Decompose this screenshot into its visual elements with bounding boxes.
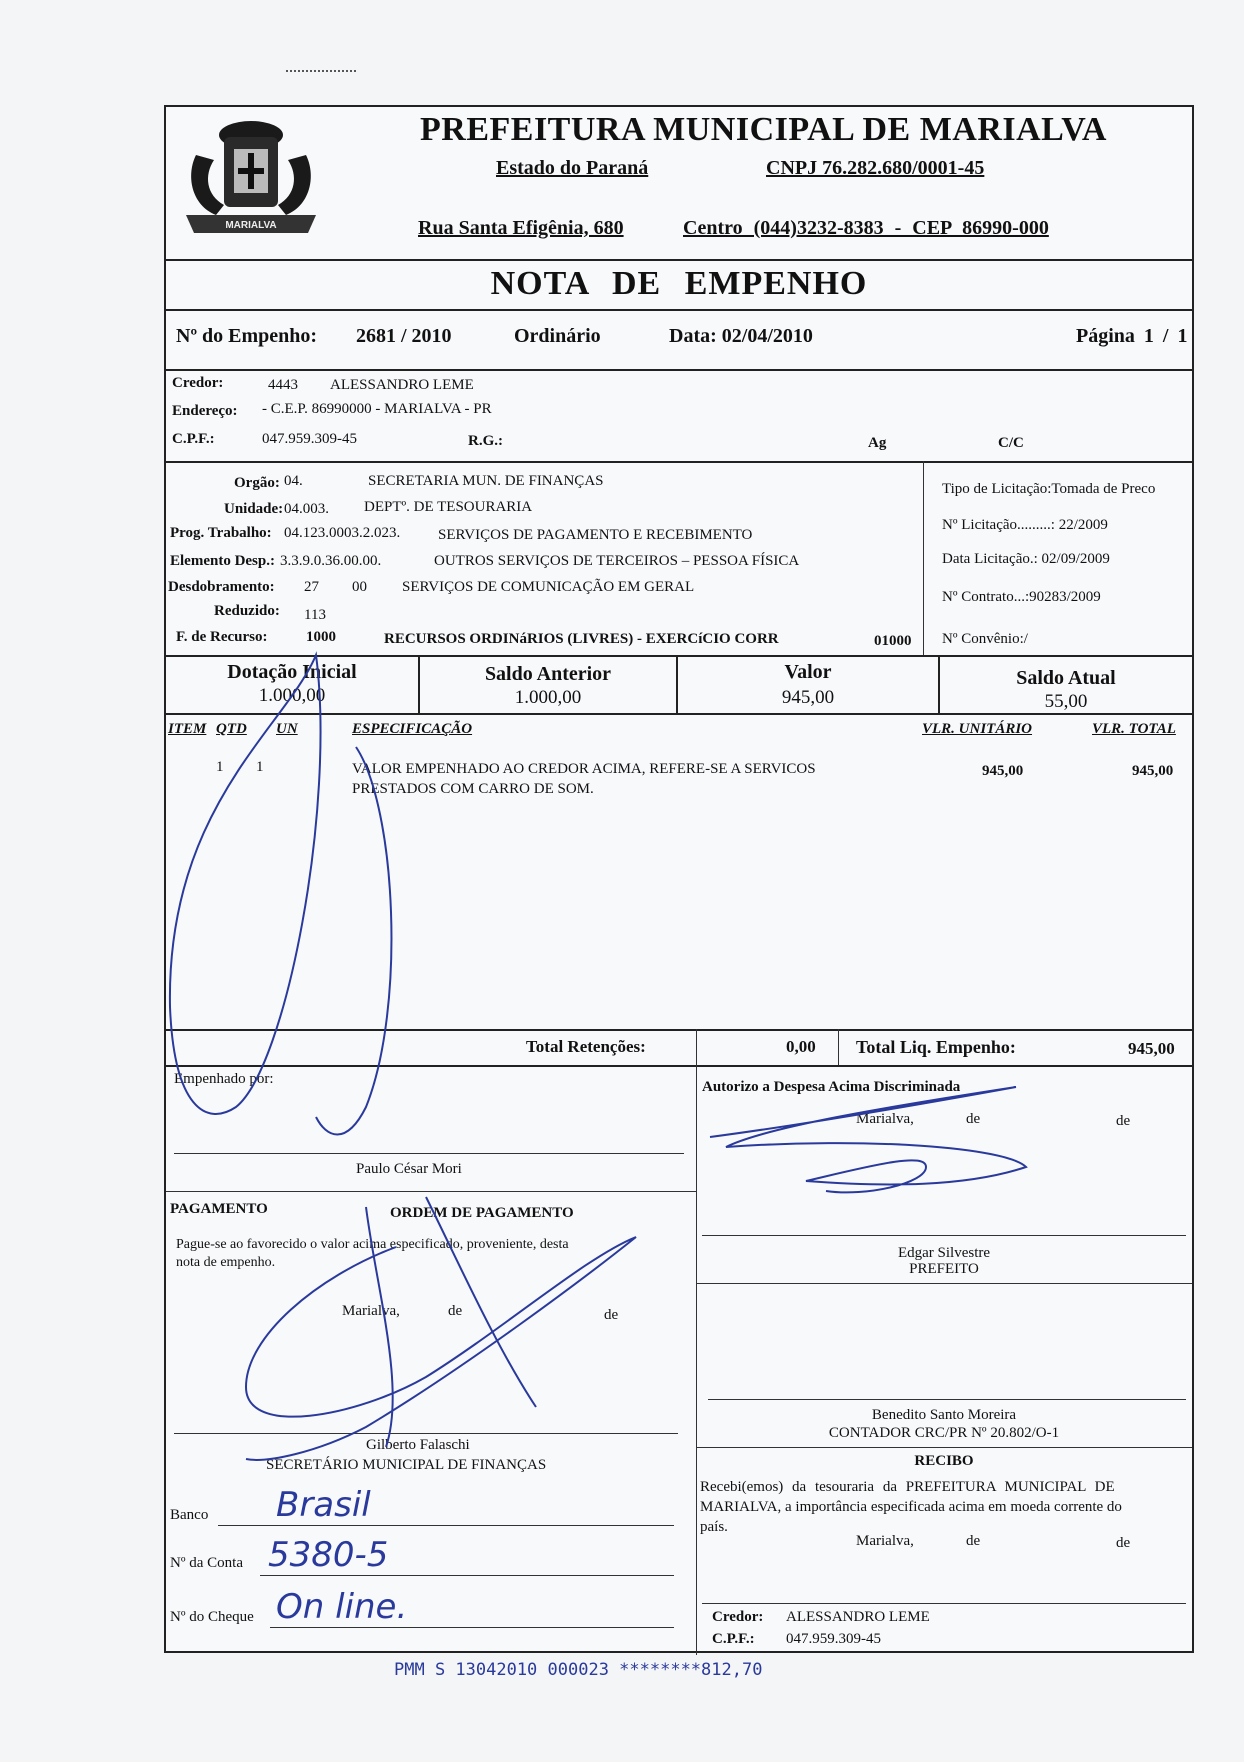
credor-label: Credor: <box>172 375 224 391</box>
valor-label: Valor <box>784 661 832 683</box>
reduzido-label: Reduzido: <box>214 603 280 619</box>
document-title: NOTA DE EMPENHO <box>490 265 868 302</box>
col-especificacao: ESPECIFICAÇÃO <box>352 721 473 737</box>
recibo-cpf-label: C.P.F.: <box>712 1631 755 1647</box>
handwritten-signatures <box>166 107 1192 1653</box>
autorizo-label: Autorizo a Despesa Acima Discriminada <box>702 1079 961 1095</box>
ag-label: Ag <box>868 435 887 451</box>
recurso-name: RECURSOS ORDINáRIOS (LIVRES) - EXERCíCIO CORR <box>384 631 779 647</box>
col-un: UN <box>276 721 298 737</box>
nota-empenho-form <box>164 105 1194 1653</box>
orgao-name: SECRETARIA MUN. DE FINANÇAS <box>368 473 604 489</box>
col-vlr-unitario: VLR. UNITÁRIO <box>922 721 1033 737</box>
desdobramento-code: 27 <box>304 579 319 595</box>
retencoes-label: Total Retenções: <box>526 1037 646 1056</box>
banco-handwritten: Brasil <box>276 1485 371 1525</box>
autorizo-city: Marialva, <box>856 1111 914 1127</box>
address-label: Endereço: <box>172 403 238 419</box>
banco-label: Banco <box>170 1507 209 1523</box>
recibo-line3: país. <box>700 1519 728 1535</box>
recibo-line2: MARIALVA, a importância especificada acima em moeda corrente do <box>700 1499 1122 1515</box>
top-mark <box>286 70 356 78</box>
page-number: Página 1 / 1 <box>1076 325 1188 347</box>
cnpj-label: CNPJ 76.282.680/0001-45 <box>766 157 985 179</box>
credor-address: - C.E.P. 86990000 - MARIALVA - PR <box>262 401 492 417</box>
cheque-label: Nº do Cheque <box>170 1609 254 1625</box>
ordem-pagamento-label: ORDEM DE PAGAMENTO <box>390 1205 574 1221</box>
numero-contrato: Nº Contrato...:90283/2009 <box>942 589 1101 605</box>
col-item: ITEM <box>168 721 207 737</box>
autorizo-de-1: de <box>966 1111 981 1127</box>
orgao-label: Orgão: <box>234 475 280 491</box>
pague-text-line1: Pague-se ao favorecido o valor acima especificado, proveniente, desta <box>176 1237 569 1252</box>
recibo-de-2: de <box>1116 1535 1131 1551</box>
cpf-label: C.P.F.: <box>172 431 215 447</box>
prefeito-cargo: PREFEITO <box>909 1261 979 1277</box>
unidade-label: Unidade: <box>224 501 284 517</box>
desdobramento-sub: 00 <box>352 579 367 595</box>
col-qtd: QTD <box>216 721 247 737</box>
pagamento-label: PAGAMENTO <box>170 1201 268 1217</box>
item-qtd: 1 <box>256 759 264 775</box>
unidade-name: DEPTº. DE TESOURARIA <box>364 499 533 515</box>
recibo-title: RECIBO <box>914 1453 974 1469</box>
recibo-de-1: de <box>966 1533 981 1549</box>
empenho-type: Ordinário <box>514 325 601 347</box>
empenho-date: Data: 02/04/2010 <box>669 325 813 347</box>
recurso-number: 01000 <box>874 633 912 649</box>
liquido-label: Total Liq. Empenho: <box>856 1037 1016 1057</box>
item-number: 1 <box>216 759 224 775</box>
cheque-handwritten: On line. <box>276 1587 408 1627</box>
empenhado-por-name: Paulo César Mori <box>356 1161 462 1177</box>
contador-name: Benedito Santo Moreira <box>871 1407 1017 1423</box>
dotacao-label: Dotação Inicial <box>227 661 357 683</box>
liquido-value: 945,00 <box>1128 1039 1175 1058</box>
data-licitacao: Data Licitação.: 02/09/2009 <box>942 551 1110 567</box>
recibo-city: Marialva, <box>856 1533 914 1549</box>
empenhado-por-label: Empenhado por: <box>174 1071 274 1087</box>
prog-label: Prog. Trabalho: <box>170 525 272 541</box>
empenho-number-label: Nº do Empenho: <box>176 325 318 347</box>
desdobramento-name: SERVIÇOS DE COMUNICAÇÃO EM GERAL <box>402 579 695 595</box>
saldo-atual-label: Saldo Atual <box>1016 667 1116 689</box>
item-desc-line1: VALOR EMPENHADO AO CREDOR ACIMA, REFERE-SE A SERVICOS <box>352 761 816 777</box>
elemento-name: OUTROS SERVIÇOS DE TERCEIROS – PESSOA FÍSICA <box>434 553 800 569</box>
item-desc-line2: PRESTADOS COM CARRO DE SOM. <box>352 781 594 797</box>
credor-cpf: 047.959.309-45 <box>262 431 357 447</box>
credor-name: ALESSANDRO LEME <box>330 377 474 393</box>
prog-name: SERVIÇOS DE PAGAMENTO E RECEBIMENTO <box>438 527 753 543</box>
saldo-anterior-label: Saldo Anterior <box>484 663 612 685</box>
elemento-code: 3.3.9.0.36.00.00. <box>280 553 382 569</box>
recurso-label: F. de Recurso: <box>176 629 268 645</box>
contador-cargo: CONTADOR CRC/PR Nº 20.802/O-1 <box>828 1425 1060 1441</box>
desdobramento-label: Desdobramento: <box>168 579 275 595</box>
empenho-number: 2681 / 2010 <box>356 325 452 347</box>
saldo-atual-value: 55,00 <box>1044 691 1088 712</box>
rg-label: R.G.: <box>468 433 503 449</box>
conta-handwritten: 5380-5 <box>268 1535 389 1575</box>
dotacao-value: 1.000,00 <box>258 685 326 706</box>
valor-value: 945,00 <box>781 687 835 708</box>
pague-text-line2: nota de empenho. <box>176 1255 276 1270</box>
numero-licitacao: Nº Licitação.........: 22/2009 <box>942 517 1108 533</box>
autorizo-de-2: de <box>1116 1113 1131 1129</box>
secretario-cargo: SECRETÁRIO MUNICIPAL DE FINANÇAS <box>266 1457 547 1473</box>
conta-label: Nº da Conta <box>170 1555 243 1571</box>
unidade-code: 04.003. <box>284 501 329 517</box>
reduzido-value: 113 <box>304 607 326 623</box>
recibo-line1: Recebi(emos) da tesouraria da PREFEITURA MUNICIPAL DE <box>700 1479 1115 1495</box>
tipo-licitacao: Tipo de Licitação:Tomada de Preco <box>942 481 1156 497</box>
recurso-code: 1000 <box>306 629 336 645</box>
municipality-title: PREFEITURA MUNICIPAL DE MARIALVA <box>420 111 1107 148</box>
secretario-name: Gilberto Falaschi <box>366 1437 470 1453</box>
recibo-cpf: 047.959.309-45 <box>786 1631 881 1647</box>
pagamento-city: Marialva, <box>342 1303 400 1319</box>
footer-stamp: PMM S 13042010 000023 ********812,70 <box>394 1660 763 1680</box>
state-label: Estado do Paraná <box>496 157 649 179</box>
item-unit-value: 945,00 <box>982 763 1024 779</box>
recibo-credor-name: ALESSANDRO LEME <box>786 1609 930 1625</box>
address-street: Rua Santa Efigênia, 680 <box>418 217 624 239</box>
elemento-label: Elemento Desp.: <box>170 553 275 569</box>
address-details: Centro (044)3232-8383 - CEP 86990-000 <box>683 217 1049 239</box>
item-total-value: 945,00 <box>1132 763 1174 779</box>
prog-code: 04.123.0003.2.023. <box>284 525 401 541</box>
cc-label: C/C <box>998 435 1024 451</box>
recibo-credor-label: Credor: <box>712 1609 764 1625</box>
numero-convenio: Nº Convênio:/ <box>942 631 1028 647</box>
pagamento-de-2: de <box>604 1307 619 1323</box>
retencoes-value: 0,00 <box>786 1037 816 1056</box>
pagamento-de-1: de <box>448 1303 463 1319</box>
credor-code: 4443 <box>268 377 298 393</box>
svg-text:MARIALVA: MARIALVA <box>225 220 277 231</box>
saldo-anterior-value: 1.000,00 <box>514 687 582 708</box>
prefeito-name: Edgar Silvestre <box>897 1245 991 1261</box>
orgao-code: 04. <box>284 473 303 489</box>
col-vlr-total: VLR. TOTAL <box>1092 721 1176 737</box>
